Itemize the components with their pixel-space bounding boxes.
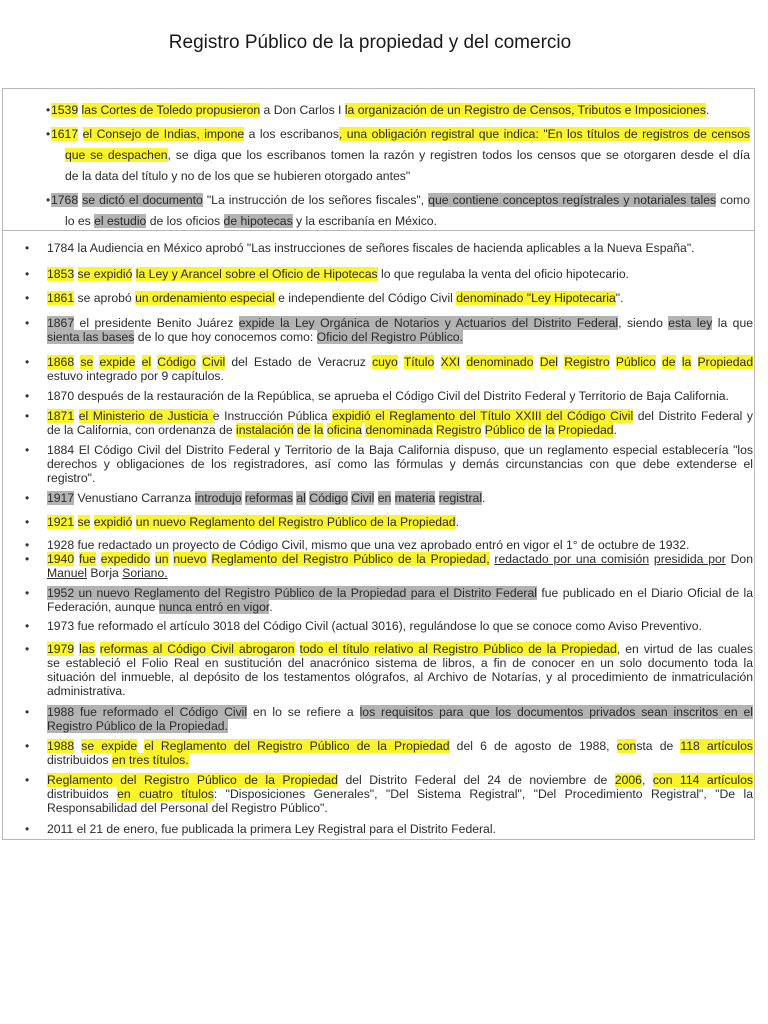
text-segment: Oficio del Registro Público. (316, 330, 463, 344)
text-segment: expidió (93, 515, 133, 529)
text-segment: 1988 (47, 739, 75, 753)
bullet-icon: • (25, 409, 30, 423)
text-segment: , una obligación registral que indica: "En los títulos de registros de censos (338, 127, 750, 141)
text-segment: nuevo (173, 552, 207, 566)
timeline-item-line (47, 316, 753, 330)
text-segment: oficina (326, 423, 363, 437)
text-segment: del Estado de Veracruz (225, 355, 373, 369)
text-segment: en cuatro títulos (117, 787, 214, 801)
content-box (2, 88, 755, 840)
text-segment: las (79, 642, 95, 656)
text-segment: distribuidos (47, 753, 113, 767)
text-segment: en lo se refiere a (247, 705, 360, 719)
bullet-icon: • (46, 127, 51, 141)
text-segment: "La instrucción de los señores fiscales", (202, 193, 429, 207)
top-item-line (65, 148, 750, 162)
text-segment: introdujo (194, 491, 242, 505)
text-segment: 2011 el 21 de enero, fue publicada la primera Ley Registral para el Distrito Federal. (47, 822, 496, 836)
text-segment: en (377, 491, 392, 505)
text-segment: Público (615, 355, 656, 369)
text-segment: 1988 fue reformado el Código Civil (47, 705, 248, 719)
timeline-item-line (47, 642, 753, 656)
text-segment: se aprobó (74, 291, 136, 305)
text-segment: la que (712, 316, 754, 330)
text-segment: . (613, 423, 617, 437)
top-item-line (46, 127, 750, 141)
timeline-item-line (47, 773, 753, 787)
text-segment: de la data del título y no de los que se hubieren otorgado antes" (65, 169, 411, 183)
text-segment: se expide (81, 739, 138, 753)
text-segment: de la California, con ordenanza de (47, 423, 237, 437)
text-segment: expide la Ley Orgánica de Notarios y Actuarios del Distrito Federal (238, 316, 619, 330)
top-item-line (46, 193, 750, 207)
timeline-item-line (47, 291, 753, 305)
text-segment: Civil (202, 355, 226, 369)
bullet-icon: • (25, 642, 30, 656)
top-item-line (65, 169, 750, 183)
text-segment: , en virtud de las cuales (616, 642, 753, 656)
timeline-item-line (47, 586, 753, 600)
timeline-item-line (47, 423, 753, 437)
text-segment: 1867 (47, 316, 75, 330)
text-segment (610, 355, 616, 369)
text-segment: Reglamento del Registro Público de la Propiedad, (211, 552, 490, 566)
timeline-item-line (47, 719, 753, 733)
text-segment: que contiene conceptos regístrales y notariales tales (428, 193, 717, 207)
text-segment: de hipotecas (223, 214, 293, 228)
text-segment: cuyo (372, 355, 398, 369)
top-section (3, 89, 754, 231)
text-segment: de (297, 423, 311, 437)
text-segment: Código (157, 355, 196, 369)
text-segment: que se despachen (65, 148, 168, 162)
text-segment: de (528, 423, 542, 437)
timeline-item-line (47, 355, 753, 369)
text-segment: el Consejo de Indias, impone (82, 127, 245, 141)
text-segment: : "Disposiciones Generales", "Del Sistema Registral", "Del Procedimiento Registral", "De la (213, 787, 753, 801)
text-segment (676, 355, 682, 369)
text-segment: como (716, 193, 750, 207)
timeline-item-line (47, 267, 753, 281)
text-segment: los requisitos para que los documentos privados sean inscritos en el (359, 705, 753, 719)
text-segment: de lo que hoy conocemos como: (134, 330, 317, 344)
bullet-icon: • (25, 538, 30, 552)
text-segment (398, 355, 404, 369)
text-segment: se (77, 515, 91, 529)
timeline-item-line (47, 471, 753, 485)
timeline-item-line (47, 491, 753, 505)
text-segment: un nuevo Reglamento del Registro Público de la Propiedad (135, 515, 456, 529)
text-segment: a Don Carlos I (260, 103, 345, 117)
text-segment: el Ministerio de Justicia (78, 409, 213, 423)
text-segment: todo el título relativo al Registro Público de la Propiedad (299, 642, 617, 656)
text-segment: del 6 de agosto de 1988, (449, 739, 617, 753)
text-segment: nunca entró en vigor (158, 600, 270, 614)
bullet-icon: • (25, 316, 30, 330)
text-segment: lo que regulaba la venta del oficio hipotecario. (377, 267, 630, 281)
text-segment: redactado por una comisión (494, 552, 650, 566)
text-segment (74, 515, 77, 529)
text-segment: y la escribanía en México. (292, 214, 437, 228)
text-segment: 1868 (47, 355, 75, 369)
bullet-icon: • (25, 515, 30, 529)
bullet-icon: • (25, 241, 30, 255)
text-segment (135, 355, 141, 369)
text-segment: Don (725, 552, 753, 566)
text-segment: Título (403, 355, 435, 369)
text-segment: la Ley y Arancel sobre el Oficio de Hipotecas (135, 267, 378, 281)
text-segment: lo es (65, 214, 95, 228)
text-segment: 1940 (47, 552, 75, 566)
text-segment: denominada (365, 423, 433, 437)
text-segment (78, 127, 82, 141)
text-segment: al (296, 491, 306, 505)
timeline-item-line (47, 443, 753, 457)
text-segment: sienta las bases (47, 330, 135, 344)
timeline-item-line (47, 753, 753, 767)
text-segment (74, 409, 79, 423)
text-segment: del Distrito Federal y (633, 409, 753, 423)
text-segment: la (545, 423, 555, 437)
text-segment: denominado (466, 355, 534, 369)
timeline-item-line (47, 670, 753, 684)
top-item-line (65, 214, 750, 228)
bullet-icon: • (25, 443, 30, 457)
timeline-item-line (47, 515, 753, 529)
text-segment: se dictó el documento (82, 193, 203, 207)
timeline-item-line (47, 241, 753, 255)
bullet-icon: • (25, 267, 30, 281)
text-segment: estuvo integrado por 9 capítulos. (47, 369, 224, 383)
text-segment: Reglamento del Registro Público de la Propiedad (47, 773, 338, 787)
text-segment: materia (394, 491, 436, 505)
text-segment: administrativa. (47, 684, 126, 698)
bullet-icon: • (25, 773, 30, 787)
text-segment: Soriano. (122, 566, 168, 580)
text-segment: 1884 El Código Civil del Distrito Federal y Territorio de la Baja California dispuso, que un reglamento especial establecería "los (47, 443, 753, 457)
text-segment: sta de (636, 739, 681, 753)
text-segment: Civil (351, 491, 375, 505)
text-segment: situación del inmueble, al depósito de los testamentos ológrafos, al Archivo de Notarías, y al procedimiento de inmatriculación (47, 670, 753, 684)
timeline-item-line (47, 409, 753, 423)
text-segment: . (455, 515, 459, 529)
text-segment: 1861 (47, 291, 75, 305)
text-segment: , (641, 773, 653, 787)
timeline-item-line (47, 787, 753, 801)
text-segment: Registro (564, 355, 610, 369)
text-segment: el (141, 355, 152, 369)
timeline-item-line (47, 801, 753, 815)
text-segment: 1871 (47, 409, 75, 423)
timeline-item-line (47, 552, 753, 566)
bullet-icon: • (25, 705, 30, 719)
text-segment: en tres títulos. (112, 753, 189, 767)
text-segment: instalación (236, 423, 294, 437)
text-segment: 1617 (51, 127, 79, 141)
text-segment: expide (99, 355, 136, 369)
text-segment: 1768 (51, 193, 79, 207)
text-segment: un (155, 552, 169, 566)
bullet-icon: • (25, 619, 30, 633)
text-segment: , se diga que los escribanos tomen la razón y registren todos los censos que se otorgaren desde el día (167, 148, 750, 162)
text-segment: Registro (435, 423, 482, 437)
bullet-icon: • (25, 586, 30, 600)
bullet-icon: • (25, 291, 30, 305)
timeline-item-line (47, 684, 753, 698)
text-segment: a los escribanos (244, 127, 339, 141)
text-segment: Propiedad (557, 423, 614, 437)
timeline-item-line (47, 330, 753, 344)
bullet-icon: • (25, 552, 30, 566)
text-segment: . (705, 103, 710, 117)
text-segment: la (313, 423, 324, 437)
text-segment: 1973 fue reformado el artículo 3018 del Código Civil (actual 3016), regulándose lo que se conoce como Aviso Preventivo. (47, 619, 702, 633)
text-segment: . (482, 491, 486, 505)
text-segment: Propiedad (697, 355, 754, 369)
text-segment: expedido (100, 552, 151, 566)
timeline-item-line (47, 739, 753, 753)
text-segment (691, 355, 697, 369)
text-segment: Manuel (47, 566, 87, 580)
text-segment: de los oficios (146, 214, 224, 228)
text-segment: e independiente del Código Civil (274, 291, 457, 305)
text-segment: presidida por (653, 552, 726, 566)
text-segment: reformas (244, 491, 293, 505)
timeline-item-line (47, 457, 753, 471)
text-segment: del Distrito Federal del 24 de noviembre de (337, 773, 615, 787)
bullet-icon: • (46, 103, 51, 117)
page-title: Registro Público de la propiedad y del comercio (168, 32, 572, 53)
text-segment: Del (539, 355, 558, 369)
timeline-item-line (47, 566, 753, 580)
text-segment: Venustiano Carranza (74, 491, 195, 505)
text-segment: el Reglamento del Registro Público de la Propiedad (144, 739, 450, 753)
text-segment: la organización de un Registro de Censos, Tributos e Imposiciones (344, 103, 706, 117)
text-segment: se expidió (77, 267, 133, 281)
text-segment: el estudio (94, 214, 147, 228)
text-segment: Código (309, 491, 348, 505)
timeline-item-line (47, 656, 753, 670)
bullet-icon: • (25, 389, 30, 403)
text-segment: fue (78, 552, 96, 566)
text-segment: 2006 (614, 773, 642, 787)
timeline-item-line (47, 538, 753, 552)
bullet-icon: • (25, 491, 30, 505)
text-segment: con 114 artículos (652, 773, 753, 787)
text-segment: denominado "Ley Hipotecaria (456, 291, 616, 305)
top-item-line (46, 103, 750, 117)
timeline-item-line (47, 619, 753, 633)
text-segment: expidió el Reglamento del Título XXIII del Código Civil (332, 409, 634, 423)
text-segment: fue publicado en el Diario Oficial de la (536, 586, 753, 600)
text-segment: reformas al Código Civil abrogaron (99, 642, 295, 656)
text-segment: Borja (86, 566, 123, 580)
text-segment: 1870 después de la restauración de la República, se aprueba el Código Civil del Distrito Federal y Territorio de Baja California. (47, 389, 729, 403)
text-segment: 1921 (47, 515, 75, 529)
text-segment (78, 103, 81, 117)
text-segment: 1539 (51, 103, 79, 117)
text-segment: ". (615, 291, 624, 305)
text-segment: el presidente Benito Juárez (74, 316, 239, 330)
text-segment (74, 267, 77, 281)
text-segment: 1853 (47, 267, 75, 281)
text-segment: derechos y obligaciones de los registradores, así como las fórmulas y demás circunstancias con que debe extenderse el (47, 457, 753, 471)
text-segment: de (662, 355, 676, 369)
text-segment (96, 552, 101, 566)
text-segment: . (269, 600, 273, 614)
text-segment: 1979 (47, 642, 75, 656)
text-segment (533, 355, 539, 369)
timeline-item-line (47, 705, 753, 719)
text-segment: la (681, 355, 692, 369)
timeline-item-line (47, 369, 753, 383)
text-segment: las Cortes de Toledo propusieron (81, 103, 261, 117)
timeline-item-line (47, 822, 753, 836)
text-segment: 118 artículos (680, 739, 753, 753)
bullet-icon: • (25, 739, 30, 753)
text-segment: registral (438, 491, 483, 505)
text-segment: 1917 (47, 491, 75, 505)
text-segment: XXI (440, 355, 461, 369)
text-segment: Registro Público de la Propiedad. (47, 719, 228, 733)
timeline-item-line (47, 389, 753, 403)
bullet-icon: • (46, 193, 51, 207)
text-segment: , siendo (618, 316, 669, 330)
bullet-icon: • (25, 355, 30, 369)
text-segment: se estableció el Folio Real en sustitución del anacrónico sistema de libros, a fin de conocer en un solo documento toda la (47, 656, 753, 670)
bullet-icon: • (25, 822, 30, 836)
text-segment (95, 642, 100, 656)
text-segment (295, 642, 300, 656)
text-segment: Federación, aunque (47, 600, 159, 614)
text-segment: 1952 un nuevo Reglamento del Registro Público de la Propiedad para el Distrito Federal (47, 586, 537, 600)
text-segment: un ordenamiento especial (135, 291, 275, 305)
text-segment: 1784 la Audiencia en México aprobó "Las instrucciones de señores fiscales de hacienda aplicables a la Nueva España". (47, 241, 695, 255)
text-segment: 1928 fue redactado un proyecto de Código Civil, mismo que una vez aprobado entró en vigor el 1° de octubre de 1932. (47, 538, 690, 552)
text-segment: e Instrucción Pública (212, 409, 333, 423)
text-segment: distribuidos (47, 787, 118, 801)
timeline-item-line (47, 600, 753, 614)
text-segment: Público (484, 423, 525, 437)
text-segment: Responsabilidad del Personal del Registro Público". (47, 801, 328, 815)
text-segment: con (616, 739, 637, 753)
text-segment (434, 355, 440, 369)
text-segment: esta ley (668, 316, 713, 330)
text-segment: se (80, 355, 94, 369)
text-segment: registro". (47, 471, 96, 485)
